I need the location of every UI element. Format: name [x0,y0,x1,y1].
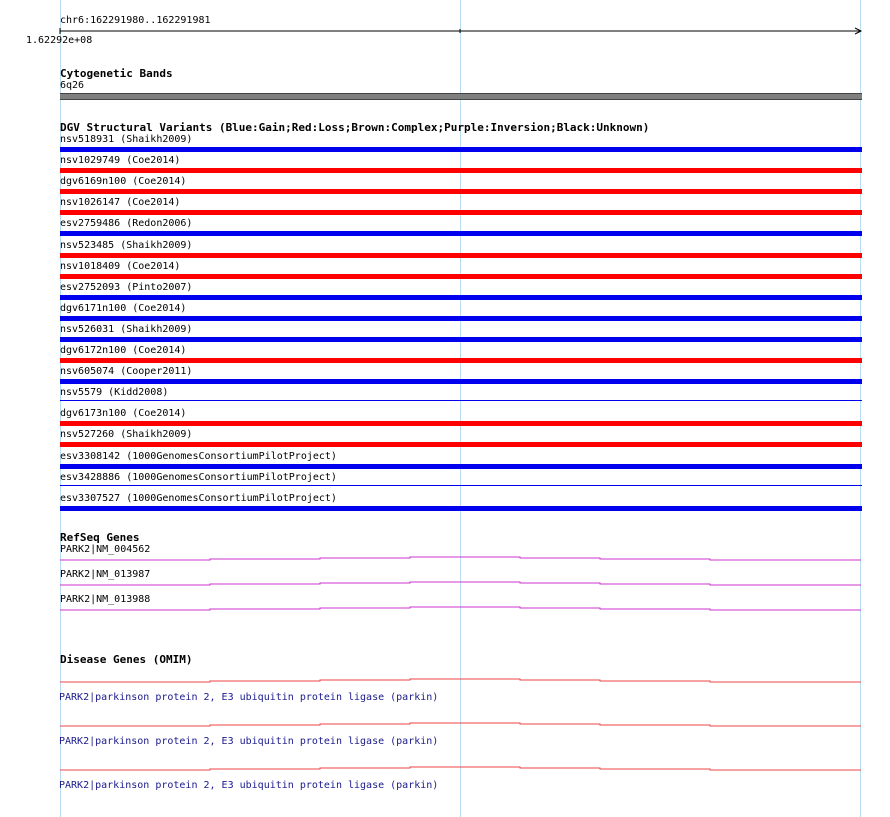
refseq-gene-label: PARK2|NM_013988 [60,594,151,605]
dgv-variant-label: dgv6173n100 (Coe2014) [60,408,187,420]
dgv-variant-label: nsv1018409 (Coe2014) [60,260,181,272]
dgv-variant-label: nsv523485 (Shaikh2009) [60,239,193,251]
dgv-variant-label: nsv518931 (Shaikh2009) [60,134,193,145]
omim-gene-line[interactable] [60,723,861,726]
dgv-variant-label: esv2752093 (Pinto2007) [60,281,193,293]
omim-track-title: Disease Genes (OMIM) [60,653,193,666]
dgv-variant-label: dgv6172n100 (Coe2014) [60,345,187,356]
refseq-gene-line[interactable] [60,557,861,560]
dgv-variant-label: dgv6171n100 (Coe2014) [60,302,187,314]
omim-gene-label[interactable]: PARK2|parkinson protein 2, E3 ubiquitin protein ligase (parkin) [59,692,439,703]
region-label: chr6:162291980..162291981 [60,15,211,26]
dgv-variant-label: nsv527260 (Shaikh2009) [60,429,193,441]
dgv-variant-label: esv3307527 (1000GenomesConsortiumPilotProject) [60,492,337,504]
dgv-variant-label: nsv1029749 (Coe2014) [60,155,181,167]
cytoband-track-title: Cytogenetic Bands [60,67,173,80]
dgv-variant-label: nsv1026147 (Coe2014) [60,197,181,209]
refseq-gene-line[interactable] [60,582,861,585]
dgv-track-title: DGV Structural Variants (Blue:Gain;Red:Loss;Brown:Complex;Purple:Inversion;Black:Unknown) [60,121,650,134]
omim-gene-label[interactable]: PARK2|parkinson protein 2, E3 ubiquitin protein ligase (parkin) [59,736,439,747]
dgv-variant-label: dgv6169n100 (Coe2014) [60,176,187,188]
dgv-variant-label: nsv605074 (Cooper2011) [60,366,193,378]
omim-gene-label[interactable]: PARK2|parkinson protein 2, E3 ubiquitin protein ligase (parkin) [59,780,439,791]
refseq-gene-label: PARK2|NM_004562 [60,544,151,555]
refseq-gene-line[interactable] [60,607,861,610]
omim-gene-line[interactable] [60,679,861,682]
dgv-variant-label: esv2759486 (Redon2006) [60,218,193,230]
dgv-variant-label: nsv5579 (Kidd2008) [60,387,169,399]
omim-gene-line[interactable] [60,767,861,770]
dgv-variant-label: esv3308142 (1000GenomesConsortiumPilotProject) [60,450,337,462]
coordinate-label: 1.62292e+08 [26,35,93,46]
refseq-gene-label: PARK2|NM_013987 [60,569,151,580]
cytoband-label: 6q26 [60,80,85,91]
refseq-track-title: RefSeq Genes [60,531,140,544]
dgv-variant-label: esv3428886 (1000GenomesConsortiumPilotProject) [60,471,337,483]
dgv-variant-label: nsv526031 (Shaikh2009) [60,323,193,335]
